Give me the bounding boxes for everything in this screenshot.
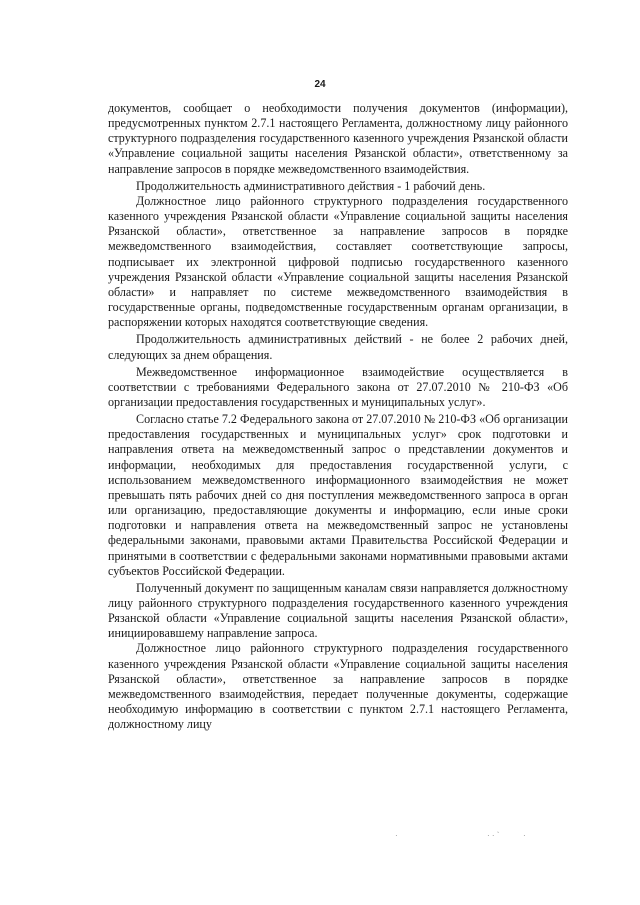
paragraph-continuation: документов, сообщает о необходимости получения документов (информации), предусмотренных пунктом 2.7.1 настоящего Регламента, должностному лицу районного структурного подразделения государственного казенного учреждения Рязанской области «Управление социальной защиты населения Рязанской области», ответственному за направление запросов в порядке межведомственного взаимодействия. — [108, 101, 568, 176]
document-body — [108, 101, 568, 732]
paragraph-interaction-law: Межведомственное информационное взаимодействие осуществляется в соответствии с требованиями Федерального закона от 27.07.2010 № 210-ФЗ «Об организации предоставления государственных и муниципальных услуг». — [108, 364, 568, 409]
paragraph-article-7-2: Согласно статье 7.2 Федерального закона от 27.07.2010 № 210-ФЗ «Об организации предоставления государственных и муниципальных услуг» срок подготовки и направления ответа на межведомственный запрос о представлении документов и информации, необходимых для предоставления государственной услуги, с использованием межведомственного информационного взаимодействия не может превышать пять рабочих дней со дня поступления межведомственного запроса в орган или организацию, предоставляющие документы и информацию, если иные сроки подготовки и направления ответа на межведомственный запрос не установлены федеральными законами, правовыми актами Правительства Российской Федерации и принятыми в соответствии с федеральными законами нормативными правовыми актами субъектов Российской Федерации. — [108, 412, 568, 578]
scan-speck: · — [395, 831, 398, 840]
paragraph-official-requests: Должностное лицо районного структурного подразделения государственного казенного учреждения Рязанской области «Управление социальной защиты населения Рязанской области», ответственное за направление запросов в порядке межведомственного взаимодействия, составляет соответствующие запросы, подписывает их электронной цифровой подписью государственного казенного учреждения Рязанской области «Управление социальной защиты населения Рязанской области» и направляет по системе межведомственного взаимодействия в государственные органы, подведомственные государственным органам организации, в распоряжении которых находятся соответствующие сведения. — [108, 193, 568, 330]
paragraph-actions-duration: Продолжительность административных действий - не более 2 рабочих дней, следующих за днем обращения. — [108, 332, 568, 362]
scan-speck: · — [523, 831, 526, 840]
paragraph-official-transfer: Должностное лицо районного структурного подразделения государственного казенного учреждения Рязанской области «Управление социальной защиты населения Рязанской области», ответственное за направление запросов в порядке межведомственного взаимодействия, передает полученные документы, содержащие необходимую информацию в соответствии с пунктом 2.7.1 настоящего Регламента, должностному лицу — [108, 641, 568, 732]
paragraph-received-document: Полученный документ по защищенным каналам связи направляется должностному лицу районного структурного подразделения государственного казенного учреждения Рязанской области «Управление социальной защиты населения Рязанской области», инициировавшему направление запроса. — [108, 580, 568, 641]
paragraph-action-duration: Продолжительность административного действия - 1 рабочий день. — [136, 178, 486, 193]
scan-speck: · · ˋ — [487, 831, 500, 840]
page-number: 24 — [314, 79, 326, 90]
